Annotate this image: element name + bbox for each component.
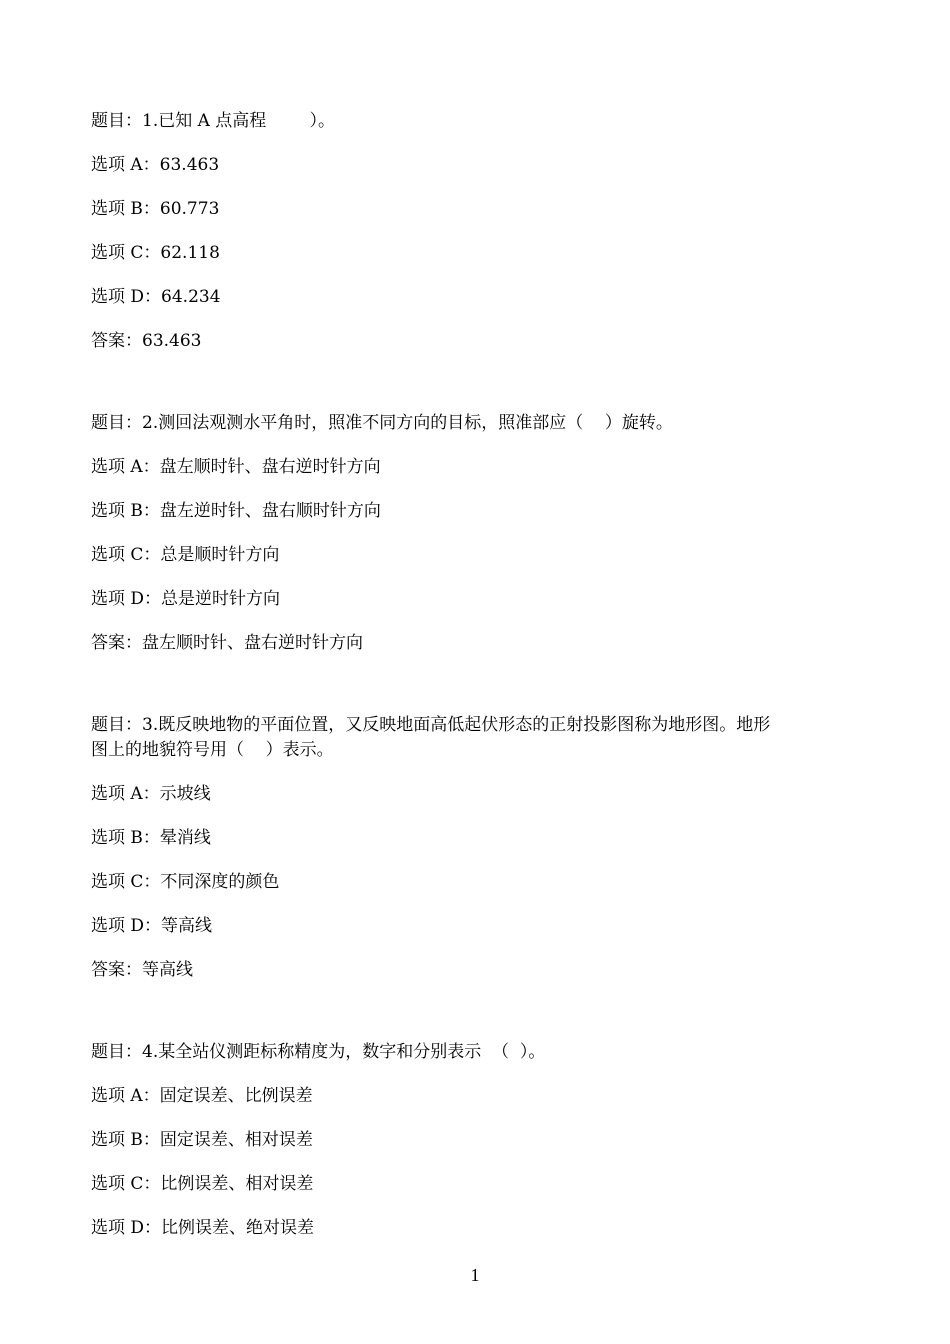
question-2-option-d: 选项 D：总是逆时针方向	[91, 589, 281, 609]
question-1-option-b: 选项 B：60.773	[91, 199, 220, 219]
question-3-option-c: 选项 C：不同深度的颜色	[91, 872, 280, 892]
question-1-option-d: 选项 D：64.234	[91, 287, 221, 307]
question-4-option-b: 选项 B：固定误差、相对误差	[91, 1130, 313, 1150]
question-3-text-line-1: 题目：3.既反映地物的平面位置，又反映地面高低起伏形态的正射投影图称为地形图。地形	[91, 715, 771, 735]
question-4-option-a: 选项 A：固定误差、比例误差	[91, 1086, 313, 1106]
question-3-text-line-2: 图上的地貌符号用（ ）表示。	[91, 740, 334, 760]
question-3-option-b: 选项 B：晕消线	[91, 828, 211, 848]
question-2-answer: 答案：盘左顺时针、盘右逆时针方向	[91, 633, 363, 653]
page-number: 1	[470, 1265, 480, 1285]
question-3-option-a: 选项 A：示坡线	[91, 784, 211, 804]
question-2-text: 题目：2.测回法观测水平角时，照准不同方向的目标，照准部应（ ）旋转。	[91, 413, 673, 433]
question-2-option-b: 选项 B：盘左逆时针、盘右顺时针方向	[91, 501, 381, 521]
question-4-option-d: 选项 D：比例误差、绝对误差	[91, 1218, 315, 1238]
question-2-option-a: 选项 A：盘左顺时针、盘右逆时针方向	[91, 457, 381, 477]
question-1-answer: 答案：63.463	[91, 331, 202, 351]
question-1-option-a: 选项 A：63.463	[91, 155, 220, 175]
question-1-option-c: 选项 C：62.118	[91, 243, 220, 263]
question-4-text: 题目：4.某全站仪测距标称精度为，数字和分别表示 （ ）。	[91, 1042, 546, 1062]
question-4-option-c: 选项 C：比例误差、相对误差	[91, 1174, 314, 1194]
question-3-answer: 答案：等高线	[91, 960, 193, 980]
question-2-option-c: 选项 C：总是顺时针方向	[91, 545, 280, 565]
question-3-option-d: 选项 D：等高线	[91, 916, 213, 936]
question-1-text: 题目：1.已知 A 点高程 ）。	[91, 111, 336, 131]
